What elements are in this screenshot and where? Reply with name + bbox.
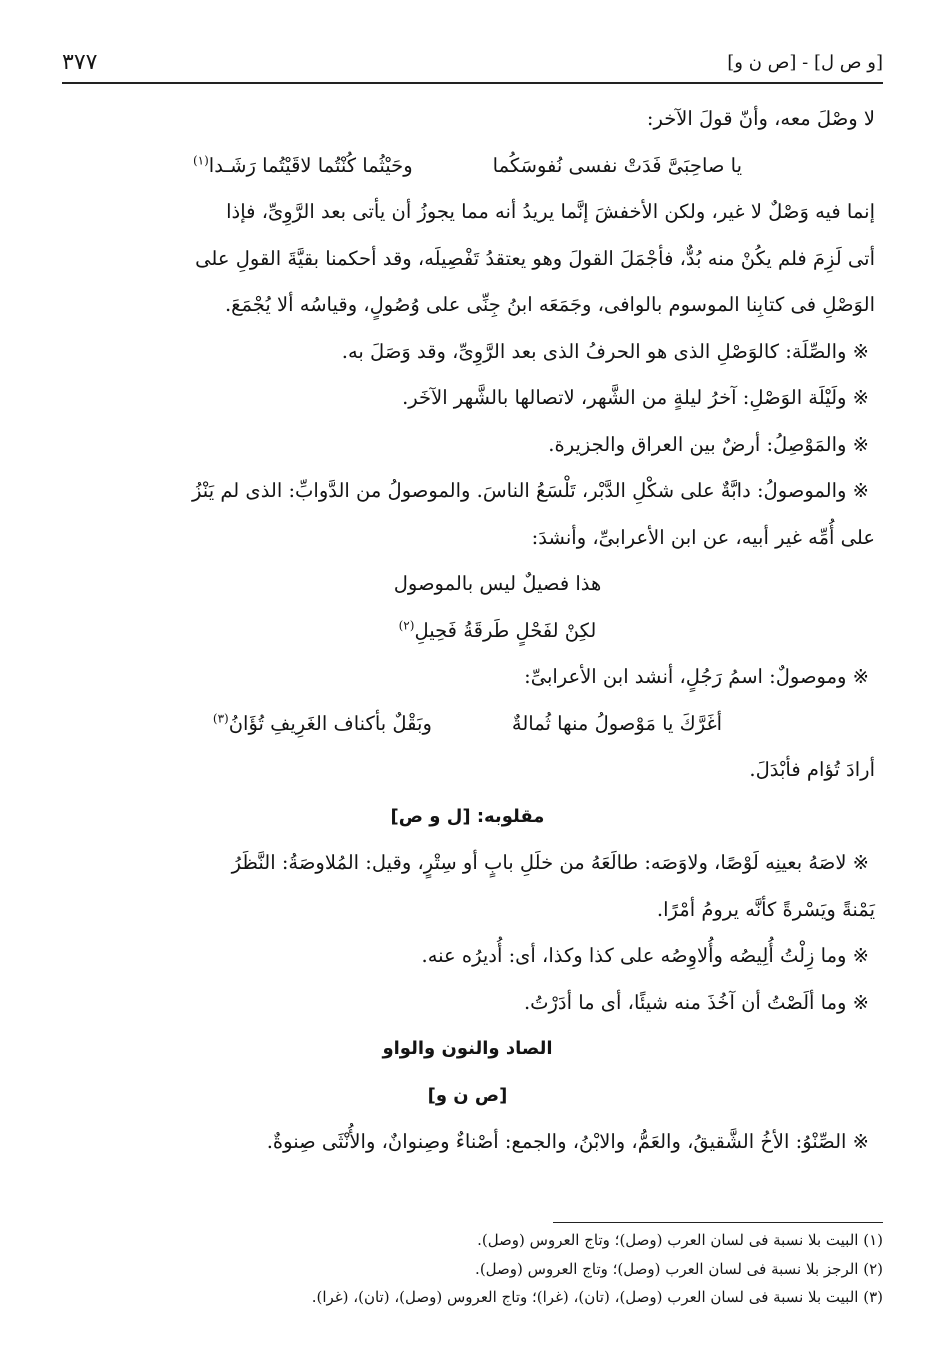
entry-line: ※ والصِّلَة: كالوَصْلِ الذى هو الحرفُ الذى بعد الرَّوِىِّ، وقد وَصَلَ به. <box>341 339 869 363</box>
entry-line: ※ وموصولٌ: اسمُ رَجُلٍ، أنشد ابن الأعرابىِّ: <box>524 665 869 688</box>
verse-3 <box>60 701 875 748</box>
verse-1-second-hemistich <box>193 143 413 190</box>
verse-2-line-2 <box>60 608 875 655</box>
entry-line: ※ والمَوْصِلُ: أرضٌ بين العراق والجزيرة. <box>548 432 869 456</box>
verse-2-line-2-text: لكِنْ لفَحْلٍ طَرقَةُ فَحِيلِ <box>414 618 597 642</box>
entry-line: ※ وما زِلْتُ أُلِيصُه وأُلاوِصُه على كذا وكذا، أى: أُديرُه عنه. <box>421 944 869 967</box>
footnote-1: (١) البيت بلا نسبة فى لسان العرب (وصل)؛ وتاج العروس (وصل). <box>477 1231 883 1249</box>
running-head: [و ص ل] - [ص ن و] <box>727 52 883 73</box>
footnote-rule <box>553 1222 883 1223</box>
text-line: الوَصْلِ فى كتابِنا الموسوم بالوافى، وجَمَعَه ابنُ جِنِّى على وُصُولٍ، وقياسُه ألا يُجْمَعَ. <box>224 293 875 316</box>
text-line: على أُمِّه غير أبيه، عن ابن الأعرابىِّ، وأنشدَ: <box>531 525 875 549</box>
text-line: أرادَ تُؤام فأبْدَلَ. <box>749 758 875 781</box>
chapter-heading: الصاد والنون والواو <box>382 1038 553 1059</box>
text-line: لا وصْلَ معه، وأنّ قولَ الآخر: <box>646 107 875 130</box>
entry-line: ※ والموصولُ: دابَّةٌ على شكْلِ الدَّبْر، تَلْسَعُ الناسَ. والموصولُ من الدَّوابِّ: الذى لم يَنْزُ <box>192 479 869 502</box>
main-text <box>60 96 875 1166</box>
verse-1-first-hemistich: يا صاحِبَىَّ فَدَتْ نفسى نُفوسَكُما <box>492 153 743 177</box>
entry-line: ※ وما ألَصْتُ أن آخُذَ منه شيئًا، أى ما أدَرْتُ. <box>523 990 869 1014</box>
footnote-ref-1: (١) <box>192 153 209 167</box>
verse-3-second-text: وبَقْلٌ بأكناف الغَرِيفِ تُؤَانُ <box>228 711 432 735</box>
footnote-ref-3: (٣) <box>212 711 229 725</box>
root-heading: [ص ن و] <box>427 1084 508 1106</box>
footnote-2: (٢) الرجز بلا نسبة فى لسان العرب (وصل)؛ وتاج العروس (وصل). <box>475 1259 883 1278</box>
text-line: يَمْنةً ويَسْرةً كأنَّه يرومُ أمْرًا. <box>656 897 875 921</box>
entry-line: ※ لاصَهُ بعينِه لَوْصًا، ولاوَصَه: طالَعَهُ من خلَلِ بابٍ أو سِتْرٍ، وقيل: المُلاوصَةُ: النَّظَرُ <box>231 851 869 874</box>
entry-line: ※ الصِّنْوُ: الأخُ الشَّقيقُ، والعَمُّ، والابْنُ، والجمع: أصْناءٌ وصِنوانٌ، والأُنْثَى صِنوةٌ. <box>266 1130 869 1153</box>
footnote-list <box>62 1226 883 1312</box>
text-line: أتى لَزِمَ فلم يكُنْ منه بُدٌّ، فأجْمَلَ القولَ وهو يعتقدُ تَفْصِيلَه، وقد أحكمنا بقيَّةَ القولِ على <box>195 246 875 270</box>
verse-3-first-hemistich: أغَرَّكَ يا مَوْصولُ منها ثُمالةٌ <box>511 711 723 735</box>
verse-2-line-1: هذا فصيلٌ ليس بالموصول <box>393 572 602 595</box>
verse-1-second-text: وحَيْثُما كُنْتُما لاقَيْتُما رَشَـدا <box>208 153 413 177</box>
footnote-3: (٣) البيت بلا نسبة فى لسان العرب (وصل)، (تان)، (غرا)؛ وتاج العروس (وصل)، (تان)، (غرا). <box>311 1288 883 1306</box>
verse-1 <box>60 143 875 190</box>
entry-line: ※ ولَيْلَة الوَصْلِ: آخرُ ليلةٍ من الشَّهر، لاتصالها بالشَّهر الآخَر. <box>402 386 869 409</box>
page-header <box>62 48 883 84</box>
footnote-ref-2: (٢) <box>398 618 415 632</box>
maqlub-heading: مقلوبه: [ل و ص] <box>390 805 545 827</box>
verse-3-second-hemistich <box>213 701 432 748</box>
text-line: إنما فيه وَصْلٌ لا غير، ولكن الأخفشَ إنَّما يريدُ أنه مما يجوزُ أن يأتى بعد الرَّوِىِّ، فإذا <box>226 200 875 223</box>
page-number: ٣٧٧ <box>62 50 98 75</box>
